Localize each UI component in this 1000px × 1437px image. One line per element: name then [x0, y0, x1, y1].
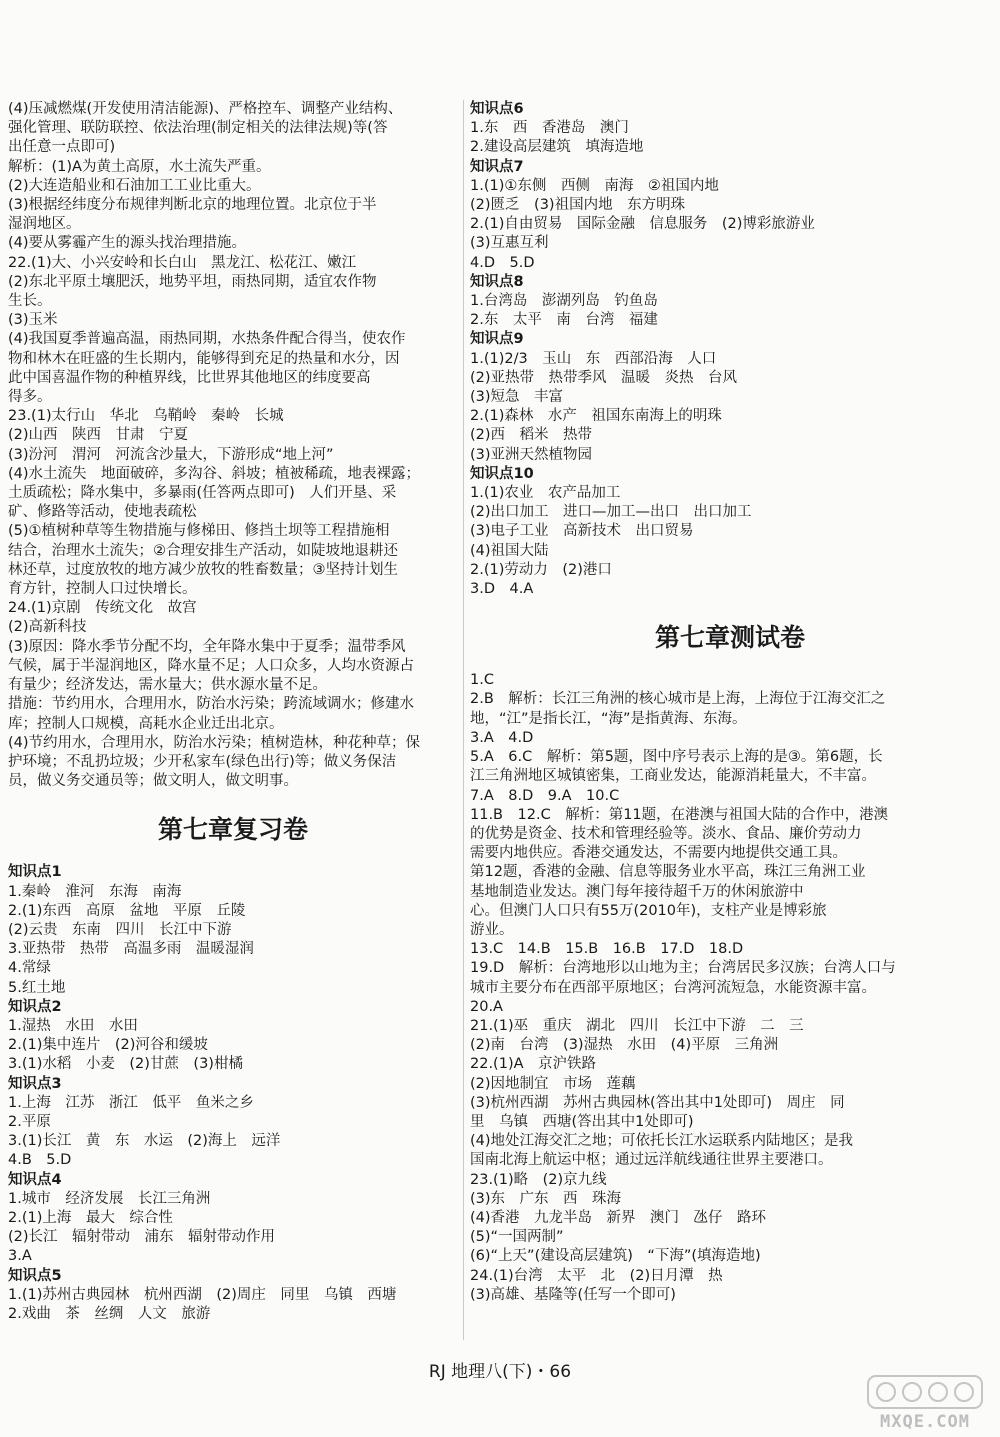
- answer-line: (3)短急 丰富: [470, 389, 564, 406]
- answer-line: (2)亚热带 热带季风 温暖 炎热 台风: [470, 369, 738, 386]
- answer-line: (4)我国夏季普遍高温，雨热同期，水热条件配合得当，使农作: [8, 331, 406, 348]
- answer-line: (4)香港 九龙半岛 新界 澳门 氹仔 路环: [470, 1209, 767, 1226]
- answer-line: (3)电子工业 高新技术 出口贸易: [470, 523, 694, 540]
- answer-line: 强化管理、联防联控、依法治理(制定相关的法律法规)等(答: [8, 120, 388, 137]
- answer-line: (2)南 台湾 (3)湿热 水田 (4)平原 三角洲: [470, 1037, 779, 1054]
- answer-line: (4)水土流失 地面破碎，多沟谷、斜坡；植被稀疏，地表裸露；: [8, 465, 421, 482]
- answer-line: 的优势是资金、技术和管理经验等。淡水、食品、廉价劳动力: [470, 825, 862, 842]
- answer-line: 2.(1)上海 最大 综合性: [8, 1209, 173, 1226]
- answer-line: 江三角洲地区城镇密集，工商业发达，能源消耗量大，不丰富。: [470, 768, 876, 785]
- answer-line: (3)玉米: [8, 312, 58, 329]
- answer-line: 1.(1)2/3 玉山 东 西部沿海 人口: [470, 350, 717, 367]
- page-footer: [0, 1360, 1000, 1384]
- answer-line: 23.(1)略 (2)京九线: [470, 1171, 607, 1188]
- answer-line: (3)汾河 渭河 河流含沙量大，下游形成“地上河”: [8, 446, 334, 463]
- answer-line: 4.D 5.D: [470, 254, 535, 271]
- answer-line: (2)西 稻米 热带: [470, 427, 593, 444]
- answer-line: 2.建设高层建筑 填海造地: [470, 139, 644, 156]
- knowledge-point-heading: 知识点2: [8, 998, 62, 1015]
- answer-line: 24.(1)台湾 太平 北 (2)日月潭 热: [470, 1267, 723, 1284]
- answer-line: (4)节约用水，合理用水，防治水污染；植树造林，种花种草；保: [8, 734, 421, 751]
- answer-line: 3.D 4.A: [470, 581, 534, 598]
- answer-line: (2)长江 辐射带动 浦东 辐射带动作用: [8, 1229, 276, 1246]
- answer-line: 国南北海上航运中枢；通过远洋航线通往世界主要港口。: [470, 1152, 833, 1169]
- answer-line: 得多。: [8, 389, 52, 406]
- answer-line: 矿、修路等活动，使地表疏松: [8, 504, 197, 521]
- answer-line: 1.东 西 香港岛 澳门: [470, 120, 629, 137]
- left-answer-column: [8, 100, 458, 1324]
- answer-line: 1.C: [470, 672, 494, 689]
- answer-line: 2.东 太平 南 台湾 福建: [470, 312, 658, 329]
- answer-line: 13.C 14.B 15.B 16.B 17.D 18.D: [470, 941, 744, 958]
- answer-line: 城市主要分布在西部平原地区；台湾河流短急，水能资源丰富。: [470, 979, 876, 996]
- answer-line: (2)匮乏 (3)祖国内地 东方明珠: [470, 197, 686, 214]
- knowledge-point-heading: 知识点1: [8, 864, 62, 881]
- answer-line: 22.(1)A 京沪铁路: [470, 1056, 597, 1073]
- answer-line: 7.A 8.D 9.A 10.C: [470, 787, 620, 804]
- knowledge-point-heading: 知识点4: [8, 1171, 62, 1188]
- answer-line: 2.平原: [8, 1113, 51, 1130]
- answer-line: 1.城市 经济发展 长江三角洲: [8, 1190, 211, 1207]
- answer-line: 1.秦岭 淮河 东海 南海: [8, 883, 182, 900]
- answer-line: 2.戏曲 茶 丝绸 人文 旅游: [8, 1305, 211, 1322]
- answer-line: 生长。: [8, 293, 52, 310]
- answer-line: (2)因地制宜 市场 莲藕: [470, 1075, 636, 1092]
- answer-line: 护环境；不乱扔垃圾；少开私家车(绿色出行)等；做义务保洁: [8, 753, 397, 770]
- answer-line: 21.(1)巫 重庆 湖北 四川 长江中下游 二 三: [470, 1017, 804, 1034]
- answer-line: (3)亚洲天然植物园: [470, 446, 593, 463]
- answer-line: 需要内地供应。香港交通发达，不需要内地提供交通工具。: [470, 845, 847, 862]
- answer-line: 3.(1)长江 黄 东 水运 (2)海上 远洋: [8, 1133, 281, 1150]
- answer-line: 2.(1)劳动力 (2)港口: [470, 561, 612, 578]
- answer-line: 土质疏松；降水集中，多暴雨(任答两点即可) 人们开垦、采: [8, 485, 397, 502]
- knowledge-point-heading: 知识点10: [470, 465, 534, 482]
- answer-line: 2.B 解析：长江三角洲的核心城市是上海，上海位于江海交汇之: [470, 691, 886, 708]
- knowledge-point-heading: 知识点5: [8, 1267, 62, 1284]
- answer-line: 1.(1)农业 农产品加工: [470, 485, 621, 502]
- answer-line: 此中国喜温作物的种植界线，比世界其他地区的纬度要高: [8, 369, 371, 386]
- answer-line: 措施：节约用水，合理用水，防治水污染；跨流域调水；修建水: [8, 696, 414, 713]
- answer-line: 22.(1)大、小兴安岭和长白山 黑龙江、松花江、嫩江: [8, 254, 357, 271]
- answer-line: 基地制造业发达。澳门每年接待超千万的休闲旅游中: [470, 883, 804, 900]
- knowledge-point-heading: 知识点3: [8, 1075, 62, 1092]
- answer-line: 24.(1)京剧 传统文化 故宫: [8, 600, 197, 617]
- answer-line: (2)出口加工 进口—加工—出口 出口加工: [470, 504, 752, 521]
- answer-line: 1.台湾岛 澎湖列岛 钓鱼岛: [470, 293, 658, 310]
- answer-line: (2)山西 陕西 甘肃 宁夏: [8, 427, 189, 444]
- answer-line: (3)根据经纬度分布规律判断北京的地理位置。北京位于半: [8, 197, 377, 214]
- answer-line: (4)要从雾霾产生的源头找治理措施。: [8, 235, 247, 252]
- answer-line: (3)原因：降水季节分配不均，全年降水集中于夏季；温带季风: [8, 638, 406, 655]
- answer-line: 1.(1)苏州古典园林 杭州西湖 (2)周庄 同里 乌镇 西塘: [8, 1286, 397, 1303]
- chapter-title: 第七章测试卷: [654, 623, 805, 653]
- answer-line: 有量少；经济发达，需水量大；供水源水量不足。: [8, 677, 327, 694]
- answer-line: 育方针，控制人口过快增长。: [8, 581, 197, 598]
- chapter-title: 第七章复习卷: [157, 815, 308, 845]
- answer-line: 11.B 12.C 解析：第11题，在港澳与祖国大陆的合作中，港澳: [470, 806, 889, 823]
- answer-line: 19.D 解析：台湾地形以山地为主；台湾居民多汉族；台湾人口与: [470, 960, 896, 977]
- answer-line: 23.(1)太行山 华北 乌鞘岭 秦岭 长城: [8, 408, 284, 425]
- answer-line: 解析：(1)A为黄土高原，水土流失严重。: [8, 158, 271, 175]
- answer-line: (3)互惠互利: [470, 235, 549, 252]
- answer-line: 库；控制人口规模，高耗水企业迁出北京。: [8, 715, 284, 732]
- answer-line: 结合，治理水土流失；②合理安排生产活动，如陡坡地退耕还: [8, 542, 398, 559]
- answer-line: (4)压减燃煤(开发使用清洁能源)、严格控车、调整产业结构、: [8, 101, 403, 117]
- answer-line: 2.(1)东西 高原 盆地 平原 丘陵: [8, 902, 246, 919]
- answer-line: 林还草，过度放牧的地方减少放牧的牲畜数量；③坚持计划生: [8, 561, 398, 578]
- answer-line: 1.(1)①东侧 西侧 南海 ②祖国内地: [470, 177, 719, 194]
- answer-line: (6)“上天”(建设高层建筑) “下海”(填海造地): [470, 1248, 761, 1265]
- answer-line: (5)①植树种草等生物措施与修梯田、修挡土坝等工程措施相: [8, 523, 390, 540]
- answer-line: 4.常绿: [8, 960, 51, 977]
- answer-line: 气候，属于半湿润地区，降水量不足；人口众多，人均水资源占: [8, 657, 414, 674]
- answer-line: 员，做义务交通员等；做文明人，做文明事。: [8, 773, 298, 790]
- answer-line: 3.亚热带 热带 高温多雨 温暖湿润: [8, 941, 254, 958]
- answer-line: 心。但澳门人口只有55万(2010年)，支柱产业是博彩旅: [470, 902, 827, 919]
- answer-line: 3.A: [8, 1248, 32, 1265]
- watermark-text: MXQE.COM: [880, 1412, 970, 1432]
- answer-line: (3)杭州西湖 苏州古典园林(答出其中1处即可) 周庄 同: [470, 1094, 845, 1111]
- answer-line: 里 乌镇 西塘(答出其中1处即可): [470, 1113, 694, 1130]
- answer-line: (5)“一国两制”: [470, 1229, 564, 1246]
- footer-text: RJ 地理八(下)・66: [428, 1362, 572, 1382]
- answer-line: 地，“江”是指长江，“海”是指黄海、东海。: [470, 710, 747, 727]
- answer-line: (4)地处江海交汇之地；可依托长江水运联系内陆地区；是我: [470, 1133, 854, 1150]
- answer-line: (2)东北平原土壤肥沃，地势平坦，雨热同期，适宜农作物: [8, 273, 377, 290]
- watermark-logo: [860, 1372, 990, 1432]
- answer-line: (2)大连造船业和石油加工工业比重大。: [8, 177, 261, 194]
- answer-line: 物和林木在旺盛的生长期内，能够得到充足的热量和水分，因: [8, 350, 400, 367]
- answer-line: 2.(1)森林 水产 祖国东南海上的明珠: [470, 408, 722, 425]
- answer-line: 1.湿热 水田 水田: [8, 1017, 138, 1034]
- answer-line: 湿润地区。: [8, 216, 81, 233]
- answer-line: 20.A: [470, 998, 503, 1015]
- knowledge-point-heading: 知识点7: [470, 158, 524, 175]
- answer-line: (2)高新科技: [8, 619, 87, 636]
- answer-line: 游业。: [470, 921, 514, 938]
- column-divider: [463, 100, 464, 1340]
- answer-line: 第12题，香港的金融、信息等服务业水平高，珠江三角洲工业: [470, 864, 866, 881]
- answer-line: (3)高雄、基隆等(任写一个即可): [470, 1286, 676, 1303]
- knowledge-point-heading: 知识点9: [470, 331, 524, 348]
- answer-line: (2)云贵 东南 四川 长江中下游: [8, 921, 232, 938]
- answer-line: 2.(1)自由贸易 国际金融 信息服务 (2)博彩旅游业: [470, 216, 815, 233]
- answer-line: 出任意一点即可): [8, 139, 116, 156]
- answer-line: 5.红土地: [8, 979, 66, 996]
- knowledge-point-heading: 知识点8: [470, 273, 524, 290]
- answer-line: 5.A 6.C 解析：第5题，图中序号表示上海的是③。第6题，长: [470, 749, 883, 766]
- answer-line: 3.A 4.D: [470, 729, 534, 746]
- knowledge-point-heading: 知识点6: [470, 101, 524, 117]
- answer-line: (4)祖国大陆: [470, 542, 549, 559]
- answer-line: 4.B 5.D: [8, 1152, 72, 1169]
- answer-line: (3)东 广东 西 珠海: [470, 1190, 622, 1207]
- answer-line: 1.上海 江苏 浙江 低平 鱼米之乡: [8, 1094, 254, 1111]
- answer-line: 3.(1)水稻 小麦 (2)甘蔗 (3)柑橘: [8, 1056, 243, 1073]
- right-answer-column: [470, 100, 990, 1305]
- answer-line: 2.(1)集中连片 (2)河谷和缓坡: [8, 1037, 208, 1054]
